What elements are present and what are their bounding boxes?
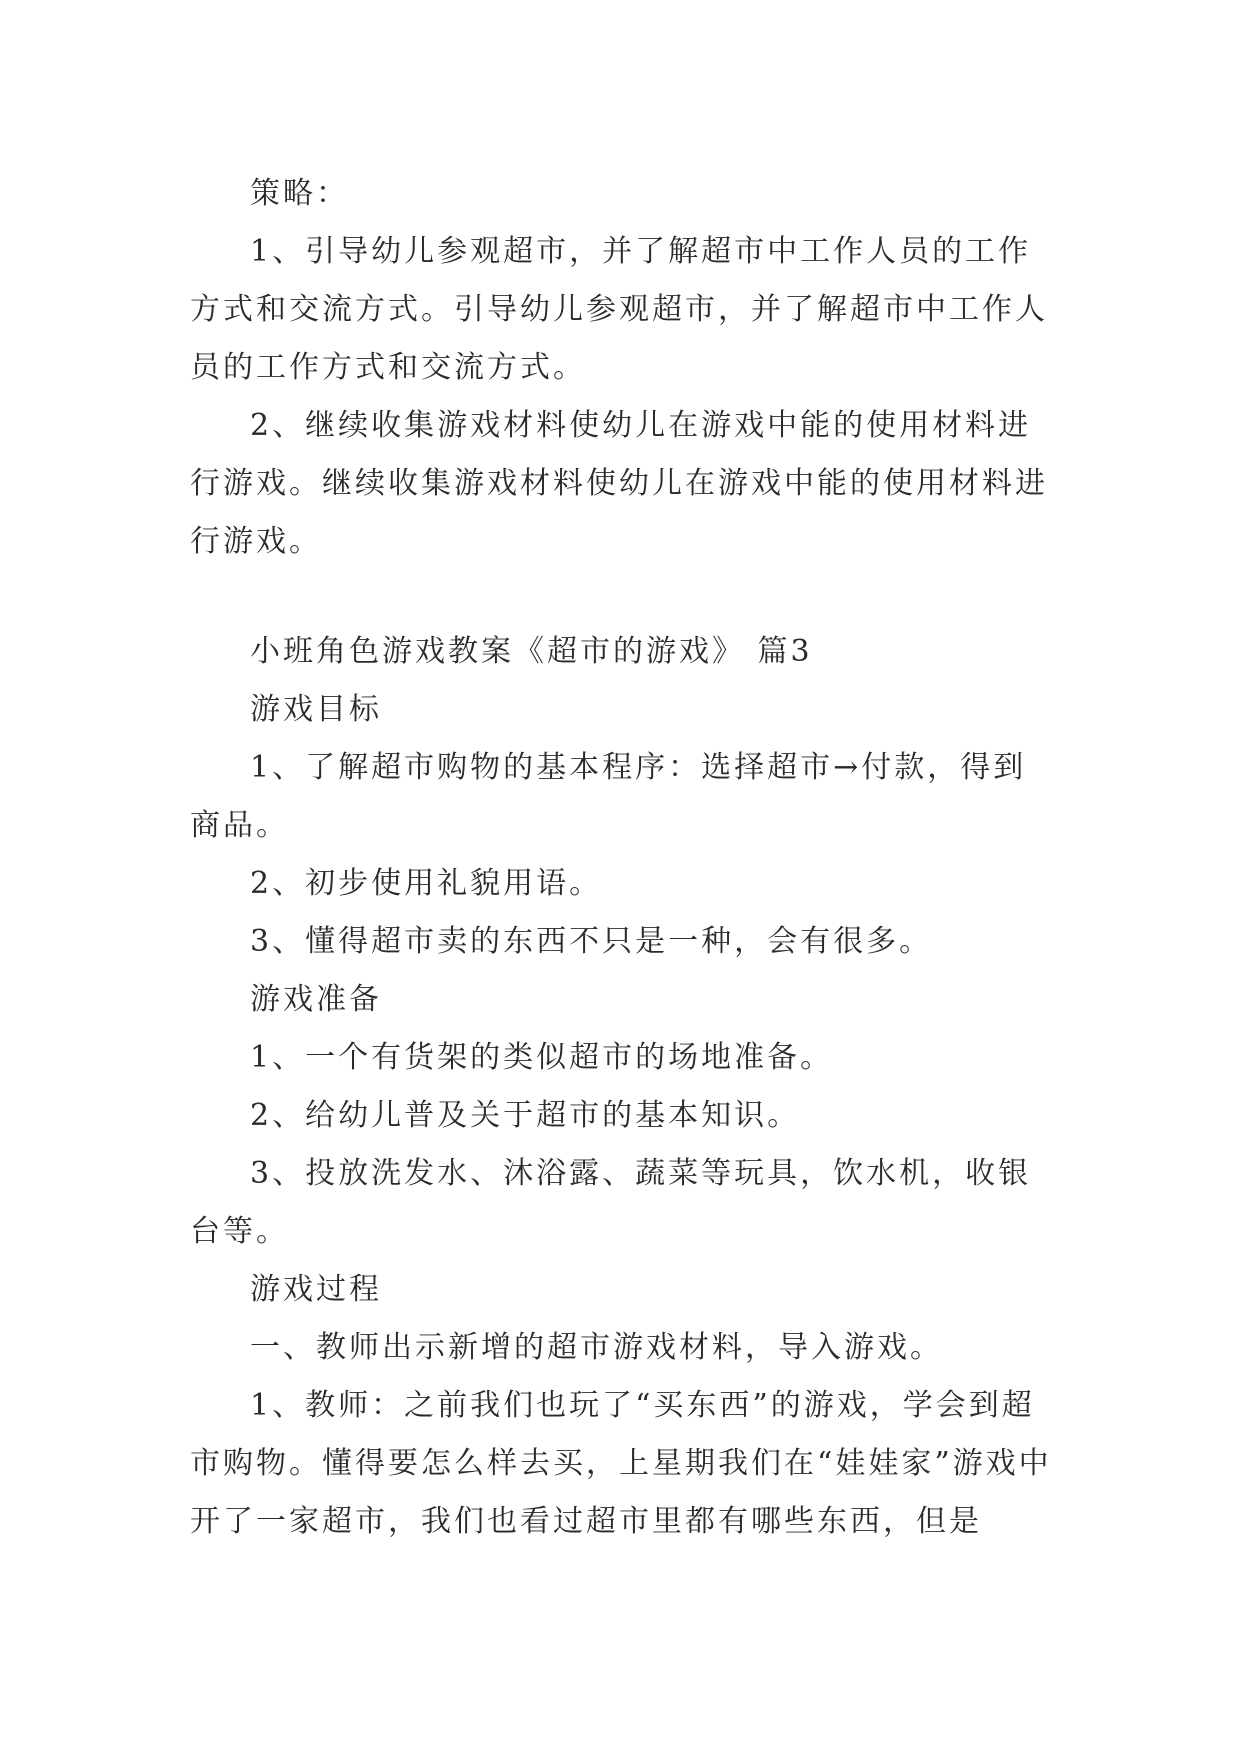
prep-item-3: 3、投放洗发水、沐浴露、蔬菜等玩具，饮水机，收银台等。: [190, 1156, 1032, 1249]
document-body: [190, 165, 1053, 1551]
goal-item-3: 3、懂得超市卖的东西不只是一种，会有很多。: [250, 924, 933, 959]
section-spacer: [190, 571, 1053, 623]
prep-item-1: 1、一个有货架的类似超市的场地准备。: [250, 1040, 834, 1075]
process-item-2: 1、教师：之前我们也玩了“买东西”的游戏，学会到超市购物。懂得要怎么样去买，上星期我们在“娃娃家”游戏中开了一家超市，我们也看过超市里都有哪些东西，但是: [190, 1388, 1052, 1539]
prep-heading: 游戏准备: [250, 982, 382, 1017]
goals-heading: 游戏目标: [250, 692, 382, 727]
strategy-heading: 策略：: [250, 176, 349, 211]
goal-item-1: 1、了解超市购物的基本程序：选择超市→付款，得到商品。: [190, 750, 1027, 843]
prep-item-2: 2、给幼儿普及关于超市的基本知识。: [250, 1098, 801, 1133]
goal-item-2: 2、初步使用礼貌用语。: [250, 866, 603, 901]
process-heading: 游戏过程: [250, 1272, 382, 1307]
strategy-item-2: 2、继续收集游戏材料使幼儿在游戏中能的使用材料进行游戏。继续收集游戏材料使幼儿在游戏中能的使用材料进行游戏。: [190, 408, 1048, 559]
process-item-1: 一、教师出示新增的超市游戏材料，导入游戏。: [250, 1330, 943, 1365]
lesson-title: 小班角色游戏教案《超市的游戏》 篇3: [250, 634, 813, 669]
strategy-item-1: 1、引导幼儿参观超市，并了解超市中工作人员的工作方式和交流方式。引导幼儿参观超市，并了解超市中工作人员的工作方式和交流方式。: [190, 234, 1048, 385]
